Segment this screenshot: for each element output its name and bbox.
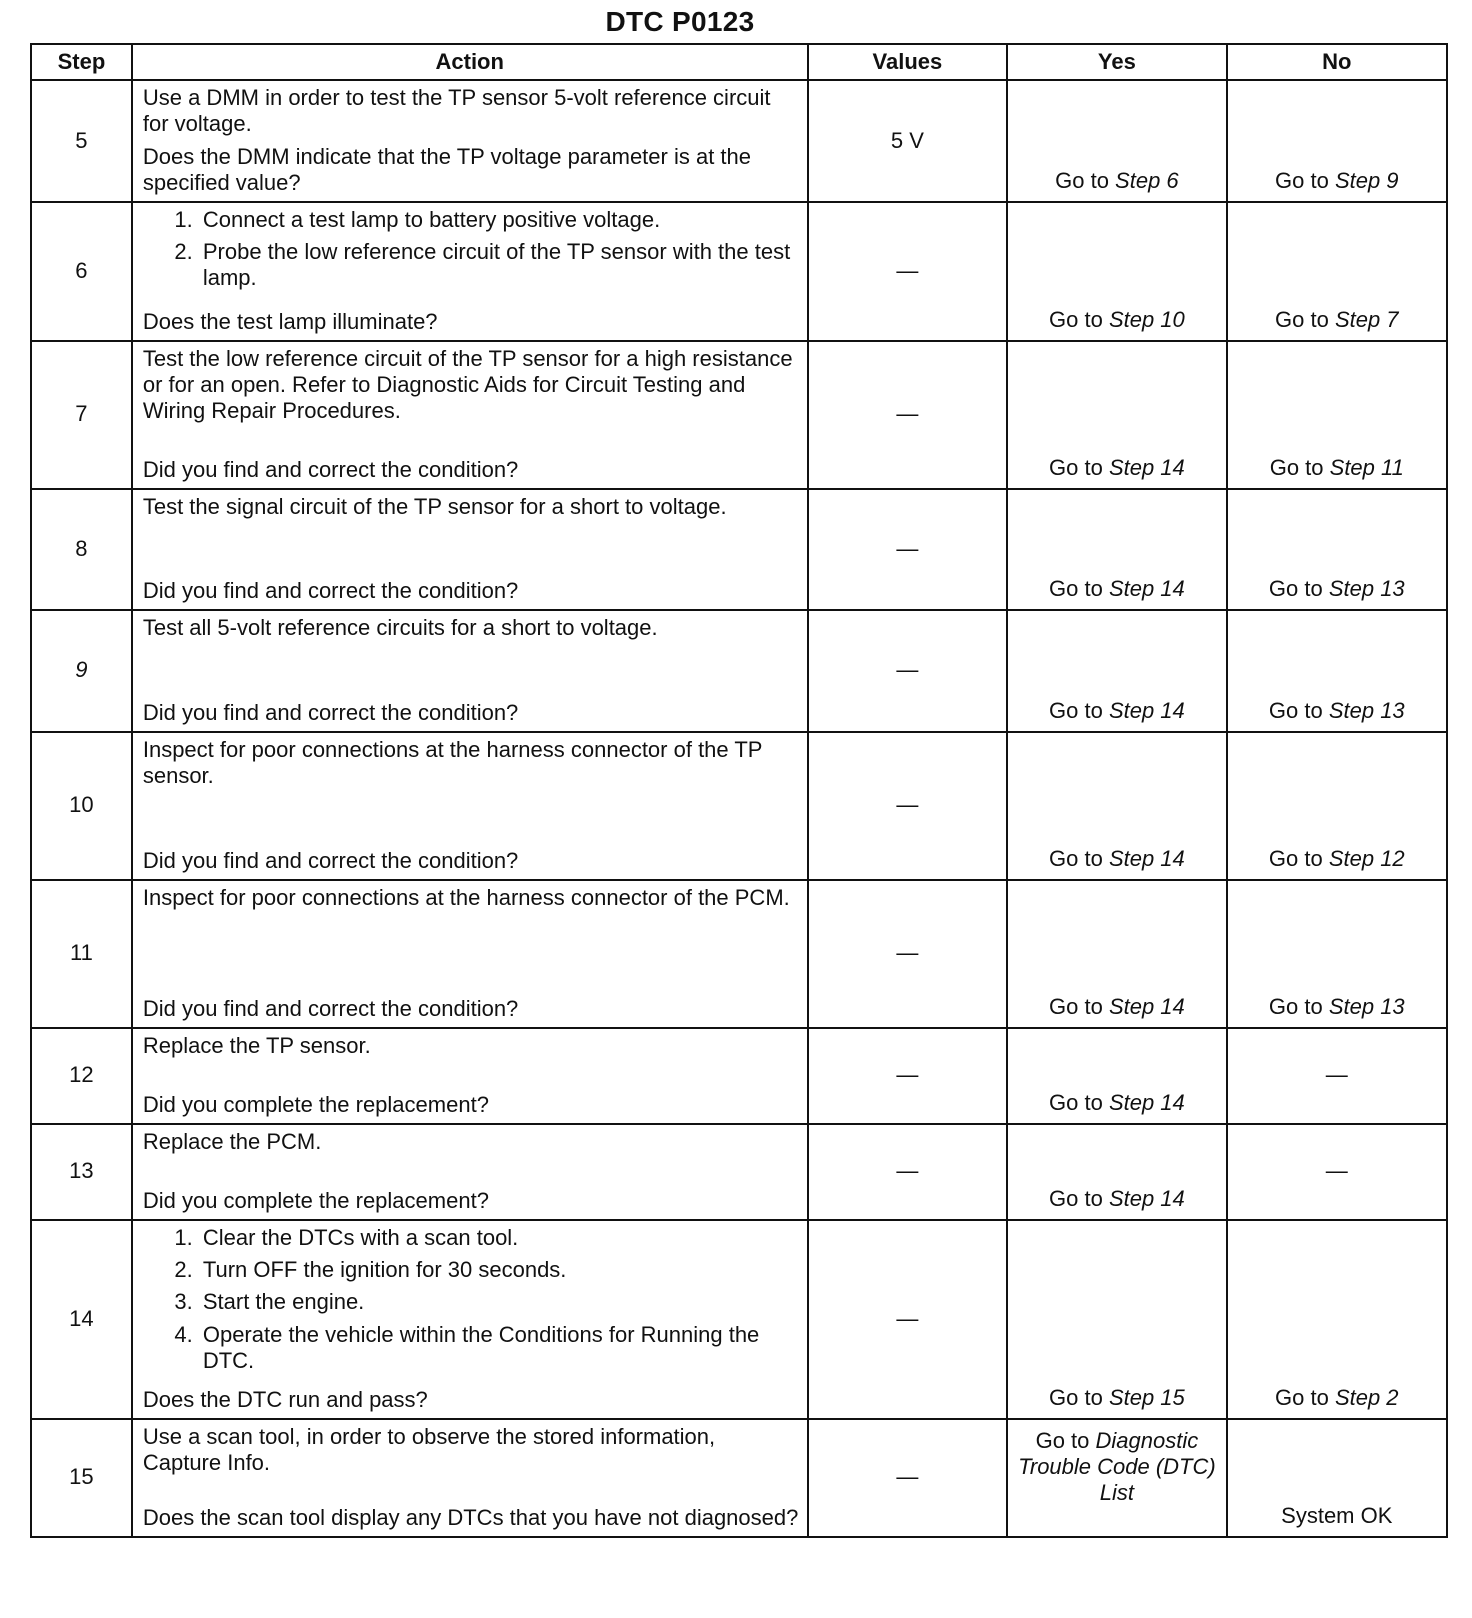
- action-instructions: [143, 737, 799, 849]
- action-list-item: 1. Connect a test lamp to battery positive voltage.: [199, 207, 799, 233]
- action-list-item: 1. Clear the DTCs with a scan tool.: [199, 1225, 799, 1251]
- goto-prefix: Go to: [1049, 1090, 1109, 1116]
- header-yes: Yes: [1007, 44, 1226, 80]
- goto-step-link[interactable]: Step 10: [1108, 307, 1185, 333]
- table-row: [31, 880, 1447, 1028]
- action-instructions: [143, 615, 799, 701]
- table-row: [31, 341, 1447, 489]
- action-content: [143, 1033, 799, 1119]
- table-row: [31, 1419, 1447, 1537]
- action-cell: [132, 1419, 808, 1537]
- yes-cell: [1007, 341, 1226, 489]
- action-instructions: [143, 346, 799, 458]
- action-content: [143, 207, 799, 336]
- action-question: Did you find and correct the condition?: [142, 457, 519, 483]
- value-cell: —: [808, 489, 1008, 610]
- yes-cell: [1007, 489, 1226, 610]
- no-cell: [1227, 202, 1447, 341]
- table-row: [31, 202, 1447, 341]
- goto-step-link[interactable]: Step 14: [1108, 455, 1185, 481]
- dtc-table: [30, 43, 1448, 1538]
- goto-prefix: Go to: [1049, 455, 1109, 481]
- action-paragraph: Test all 5-volt reference circuits for a short to voltage.: [142, 614, 658, 640]
- value-cell: —: [808, 880, 1008, 1028]
- goto-prefix: Go to: [1268, 698, 1329, 724]
- goto-prefix: Go to: [1049, 1385, 1109, 1411]
- action-question: Does the test lamp illuminate?: [142, 309, 438, 335]
- action-content: [143, 615, 799, 727]
- no-cell: [1227, 1124, 1447, 1220]
- action-content: [143, 346, 799, 484]
- table-row: [31, 732, 1447, 880]
- goto-prefix: Go to: [1049, 994, 1109, 1020]
- action-instructions: [143, 207, 799, 310]
- goto-prefix: Go to: [1049, 576, 1109, 602]
- action-paragraph: Use a DMM in order to test the TP sensor 5-volt reference circuit for voltage.: [142, 85, 771, 137]
- action-paragraph: Replace the PCM.: [142, 1128, 322, 1154]
- action-cell: [132, 732, 808, 880]
- action-paragraph: Test the signal circuit of the TP sensor for a short to voltage.: [142, 493, 727, 519]
- table-header-row: [31, 44, 1447, 80]
- action-question: Did you find and correct the condition?: [142, 700, 519, 726]
- value-cell: —: [808, 202, 1008, 341]
- action-paragraph: Inspect for poor connections at the harness connector of the TP sensor.: [142, 736, 763, 788]
- goto-step-link[interactable]: Step 14: [1108, 698, 1185, 724]
- value-cell: —: [808, 1419, 1008, 1537]
- goto-prefix: Go to: [1275, 1385, 1335, 1411]
- goto-prefix: Go to: [1055, 168, 1116, 194]
- header-no: No: [1227, 44, 1447, 80]
- action-steps-list: [143, 1225, 799, 1375]
- action-steps-list: [143, 207, 799, 292]
- value-cell: —: [808, 1220, 1008, 1419]
- action-content: [143, 885, 799, 1023]
- goto-step-link[interactable]: Step 6: [1115, 168, 1179, 194]
- goto-prefix: Go to: [1035, 1427, 1096, 1453]
- table-row: [31, 80, 1447, 202]
- goto-prefix: Go to: [1049, 307, 1109, 333]
- action-instructions: [143, 1033, 799, 1093]
- goto-prefix: Go to: [1049, 1186, 1109, 1212]
- table-row: [31, 489, 1447, 610]
- action-cell: [132, 610, 808, 732]
- goto-step-link[interactable]: Step 14: [1108, 1186, 1185, 1212]
- goto-prefix: Go to: [1049, 698, 1109, 724]
- table-row: [31, 1124, 1447, 1220]
- goto-step-link[interactable]: Step 15: [1108, 1385, 1185, 1411]
- table-row: [31, 610, 1447, 732]
- table-row: [31, 1220, 1447, 1419]
- step-number: 14: [31, 1220, 132, 1419]
- action-question: Did you find and correct the condition?: [142, 578, 519, 604]
- goto-step-link[interactable]: Step 13: [1328, 994, 1405, 1020]
- no-cell: [1227, 880, 1447, 1028]
- no-cell: [1227, 732, 1447, 880]
- step-number: 9: [31, 610, 132, 732]
- yes-cell: [1007, 610, 1226, 732]
- action-content: [143, 494, 799, 605]
- value-cell: —: [808, 1124, 1008, 1220]
- no-text: System OK: [1281, 1503, 1393, 1529]
- action-content: [143, 1129, 799, 1215]
- yes-cell: [1007, 1220, 1226, 1419]
- action-list-item: 2. Turn OFF the ignition for 30 seconds.: [199, 1257, 799, 1283]
- table-row: [31, 1028, 1447, 1124]
- step-number: 10: [31, 732, 132, 880]
- action-list-item: 4. Operate the vehicle within the Conditions for Running the DTC.: [199, 1322, 799, 1375]
- action-cell: [132, 1220, 808, 1419]
- action-instructions: [143, 494, 799, 579]
- goto-step-link[interactable]: Step 14: [1108, 576, 1185, 602]
- goto-step-link[interactable]: Diagnostic Trouble Code (DTC) List: [1018, 1427, 1216, 1506]
- no-cell: [1227, 1419, 1447, 1537]
- header-values: Values: [808, 44, 1008, 80]
- action-question: Does the DTC run and pass?: [142, 1387, 428, 1413]
- step-number: 6: [31, 202, 132, 341]
- no-text: —: [1325, 1062, 1348, 1088]
- action-question: Did you complete the replacement?: [142, 1188, 489, 1214]
- action-instructions: [143, 1225, 799, 1388]
- action-cell: [132, 1124, 808, 1220]
- value-cell: —: [808, 610, 1008, 732]
- value-cell: —: [808, 341, 1008, 489]
- action-paragraph: Test the low reference circuit of the TP sensor for a high resistance or for an open. Refer to Diagnostic Aids for Circuit Testing and Wiring Repair Procedures.: [142, 345, 793, 424]
- yes-cell: [1007, 1419, 1226, 1537]
- action-question: Does the DMM indicate that the TP voltage parameter is at the specified value?: [142, 143, 752, 196]
- action-instructions: [143, 1424, 799, 1506]
- action-cell: [132, 1028, 808, 1124]
- action-question: Did you find and correct the condition?: [142, 996, 519, 1022]
- step-number: 15: [31, 1419, 132, 1537]
- action-content: [143, 737, 799, 875]
- action-question: Did you complete the replacement?: [142, 1092, 489, 1118]
- goto-step-link[interactable]: Step 9: [1334, 168, 1399, 194]
- goto-step-link[interactable]: Step 14: [1108, 1090, 1185, 1116]
- yes-cell: [1007, 80, 1226, 202]
- goto-prefix: Go to: [1275, 307, 1335, 333]
- goto-step-link[interactable]: Step 2: [1334, 1385, 1399, 1411]
- goto-step-link[interactable]: Step 11: [1329, 455, 1404, 481]
- action-content: [143, 1424, 799, 1532]
- action-paragraph: Replace the TP sensor.: [142, 1032, 371, 1058]
- step-number: 7: [31, 341, 132, 489]
- action-question: Did you find and correct the condition?: [142, 848, 519, 874]
- yes-cell: [1007, 880, 1226, 1028]
- yes-cell: [1007, 732, 1226, 880]
- yes-cell: [1007, 202, 1226, 341]
- step-number: 11: [31, 880, 132, 1028]
- action-content: [143, 1225, 799, 1414]
- no-cell: [1227, 80, 1447, 202]
- header-step: Step: [31, 44, 132, 80]
- goto-prefix: Go to: [1275, 168, 1335, 194]
- action-question: Does the scan tool display any DTCs that you have not diagnosed?: [142, 1505, 799, 1531]
- no-text: —: [1325, 1158, 1348, 1184]
- yes-cell: [1007, 1028, 1226, 1124]
- action-content: [143, 85, 799, 197]
- yes-cell: [1007, 1124, 1226, 1220]
- no-cell: [1227, 610, 1447, 732]
- goto-step-link[interactable]: Step 14: [1108, 994, 1185, 1020]
- action-cell: [132, 341, 808, 489]
- goto-step-link[interactable]: Step 14: [1108, 846, 1185, 872]
- goto-prefix: Go to: [1268, 846, 1329, 872]
- action-instructions: [143, 1129, 799, 1189]
- value-cell: —: [808, 1028, 1008, 1124]
- document-title: DTC P0123: [605, 6, 755, 37]
- value-cell: 5 V: [808, 80, 1008, 202]
- value-cell: —: [808, 732, 1008, 880]
- step-number: 13: [31, 1124, 132, 1220]
- goto-prefix: Go to: [1269, 455, 1330, 481]
- action-instructions: [143, 85, 799, 144]
- action-cell: [132, 489, 808, 610]
- step-number: 8: [31, 489, 132, 610]
- goto-prefix: Go to: [1268, 576, 1329, 602]
- goto-prefix: Go to: [1268, 994, 1329, 1020]
- step-number: 12: [31, 1028, 132, 1124]
- action-cell: [132, 80, 808, 202]
- action-paragraph: Inspect for poor connections at the harness connector of the PCM.: [142, 884, 790, 910]
- goto-step-link[interactable]: Step 12: [1328, 846, 1405, 872]
- step-number: 5: [31, 80, 132, 202]
- no-cell: [1227, 489, 1447, 610]
- action-list-item: 3. Start the engine.: [199, 1289, 799, 1315]
- action-list-item: 2. Probe the low reference circuit of the TP sensor with the test lamp.: [199, 239, 799, 292]
- no-cell: [1227, 1220, 1447, 1419]
- action-cell: [132, 202, 808, 341]
- table-body: [31, 80, 1447, 1537]
- action-paragraph: Use a scan tool, in order to observe the stored information, Capture Info.: [142, 1423, 716, 1475]
- no-cell: [1227, 341, 1447, 489]
- goto-step-link[interactable]: Step 7: [1334, 307, 1399, 333]
- goto-prefix: Go to: [1049, 846, 1109, 872]
- goto-step-link[interactable]: Step 13: [1328, 698, 1405, 724]
- action-instructions: [143, 885, 799, 997]
- header-action: Action: [132, 44, 808, 80]
- goto-step-link[interactable]: Step 13: [1328, 576, 1405, 602]
- action-cell: [132, 880, 808, 1028]
- no-cell: [1227, 1028, 1447, 1124]
